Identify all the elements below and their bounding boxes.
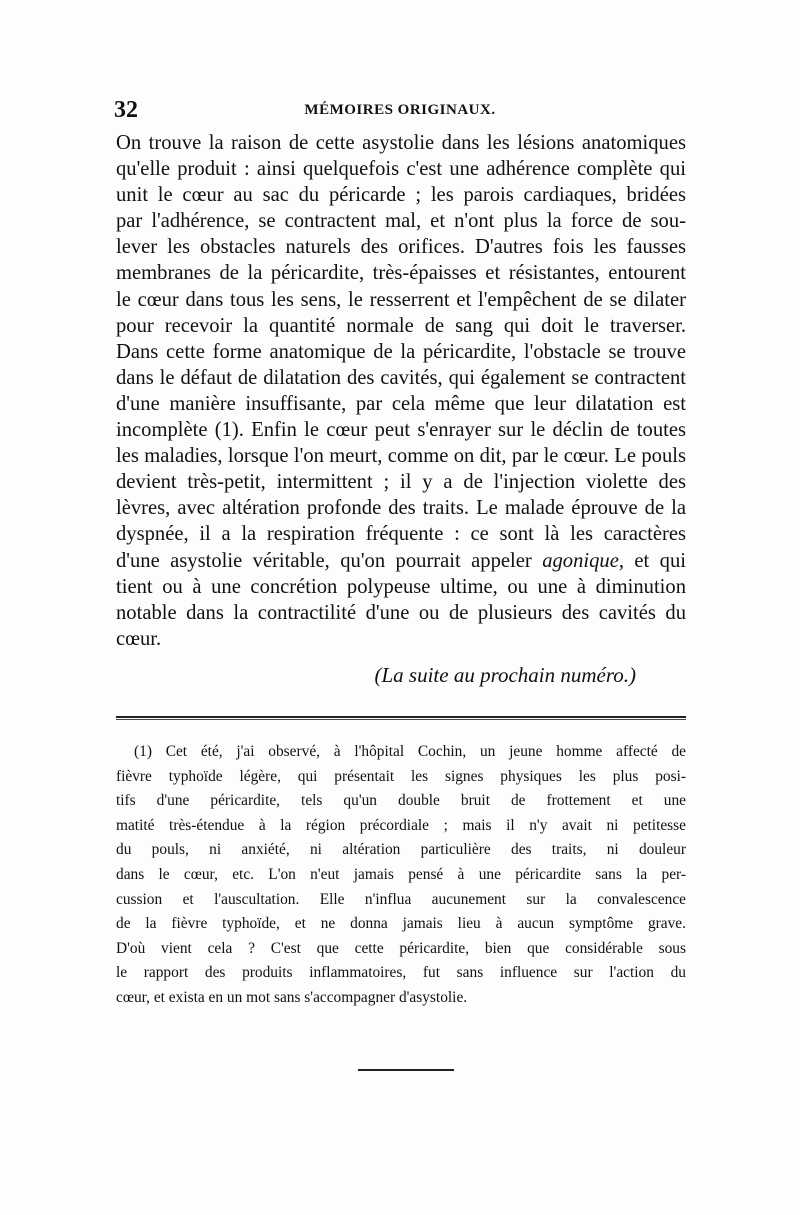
page-number: 32 [114, 97, 138, 123]
page-header [114, 97, 686, 127]
footnote-line: matité très-étendue à la région précordiale ; mais il n'y avait ni petitesse [116, 816, 686, 834]
text-segment: d'une asystolie véritable, qu'on pourrait appeler [116, 549, 543, 572]
text-line: On trouve la raison de cette asystolie dans les lésions anatomiques [116, 132, 686, 154]
text-line: Dans cette forme anatomique de la péricardite, l'obstacle se trouve [116, 340, 686, 363]
end-of-article-rule [358, 1069, 454, 1071]
footnote-separator-rule [116, 716, 686, 720]
text-line: les maladies, lorsque l'on meurt, comme on dit, par le cœur. Le pouls [116, 445, 686, 468]
footnote-line: (1) Cet été, j'ai observé, à l'hôpital Cochin, un jeune homme affecté de [134, 743, 686, 760]
footnote-line: tifs d'une péricardite, tels qu'un double bruit de frottement et une [116, 792, 686, 810]
text-line: par l'adhérence, se contractent mal, et n'ont plus la force de sou- [116, 210, 686, 233]
italic-word: agonique [542, 549, 619, 572]
text-line: membranes de la péricardite, très-épaisses et résistantes, entourent [116, 262, 686, 285]
text-segment: , et qui [618, 549, 687, 572]
footnote-line: dans le cœur, etc. L'on n'eut jamais pensé à une péricardite sans la per- [116, 865, 686, 883]
text-line: qu'elle produit : ainsi quelquefois c'est une adhérence complète qui [116, 158, 686, 181]
footnote-line: D'où vient cela ? C'est que cette péricardite, bien que considérable sous [116, 939, 686, 957]
text-line: tient ou à une concrétion polypeuse ultime, ou une à diminution [116, 575, 686, 598]
text-line: d'une manière insuffisante, par cela même que leur dilatation est [116, 392, 686, 415]
text-line: devient très-petit, intermittent ; il y a de l'injection violette des [116, 471, 686, 494]
running-head: MÉMOIRES ORIGINAUX. [304, 102, 496, 118]
text-line: pour recevoir la quantité normale de sang qui doit le traverser. [116, 314, 686, 337]
footnote [116, 740, 686, 1011]
text-line: unit le cœur au sac du péricarde ; les parois cardiaques, bridées [116, 184, 686, 207]
footnote-line: de la fièvre typhoïde, et ne donna jamais lieu à aucun symptôme grave. [116, 915, 686, 933]
text-line: lèvres, avec altération profonde des traits. Le malade éprouve de la [116, 497, 686, 520]
footnote-line: cussion et l'auscultation. Elle n'influa aucunement sur la convalescence [116, 890, 686, 908]
main-text [116, 130, 686, 652]
text-line: incomplète (1). Enfin le cœur peut s'enrayer sur le déclin de toutes [116, 419, 686, 442]
text-line: dans le défaut de dilatation des cavités, qui également se contractent [116, 366, 686, 389]
text-line: notable dans la contractilité d'une ou de plusieurs des cavités du [116, 601, 686, 624]
footnote-line: cœur, et exista en un mot sans s'accompagner d'asystolie. [116, 988, 468, 1006]
text-line: lever les obstacles naturels des orifices. D'autres fois les fausses [116, 236, 686, 259]
text-line: le cœur dans tous les sens, le resserrent et l'empêchent de se dilater [116, 288, 686, 311]
continued-note: (La suite au prochain numéro.) [374, 663, 636, 687]
footnote-line: fièvre typhoïde légère, qui présentait les signes physiques les plus posi- [116, 767, 686, 785]
text-line [116, 548, 686, 574]
text-line: dyspnée, il a la respiration fréquente : ce sont là les caractères [116, 523, 686, 546]
footnote-line: du pouls, ni anxiété, ni altération particulière des traits, ni douleur [116, 841, 686, 859]
footnote-line: le rapport des produits inflammatoires, fut sans influence sur l'action du [116, 964, 686, 982]
text-line: cœur. [116, 627, 162, 650]
